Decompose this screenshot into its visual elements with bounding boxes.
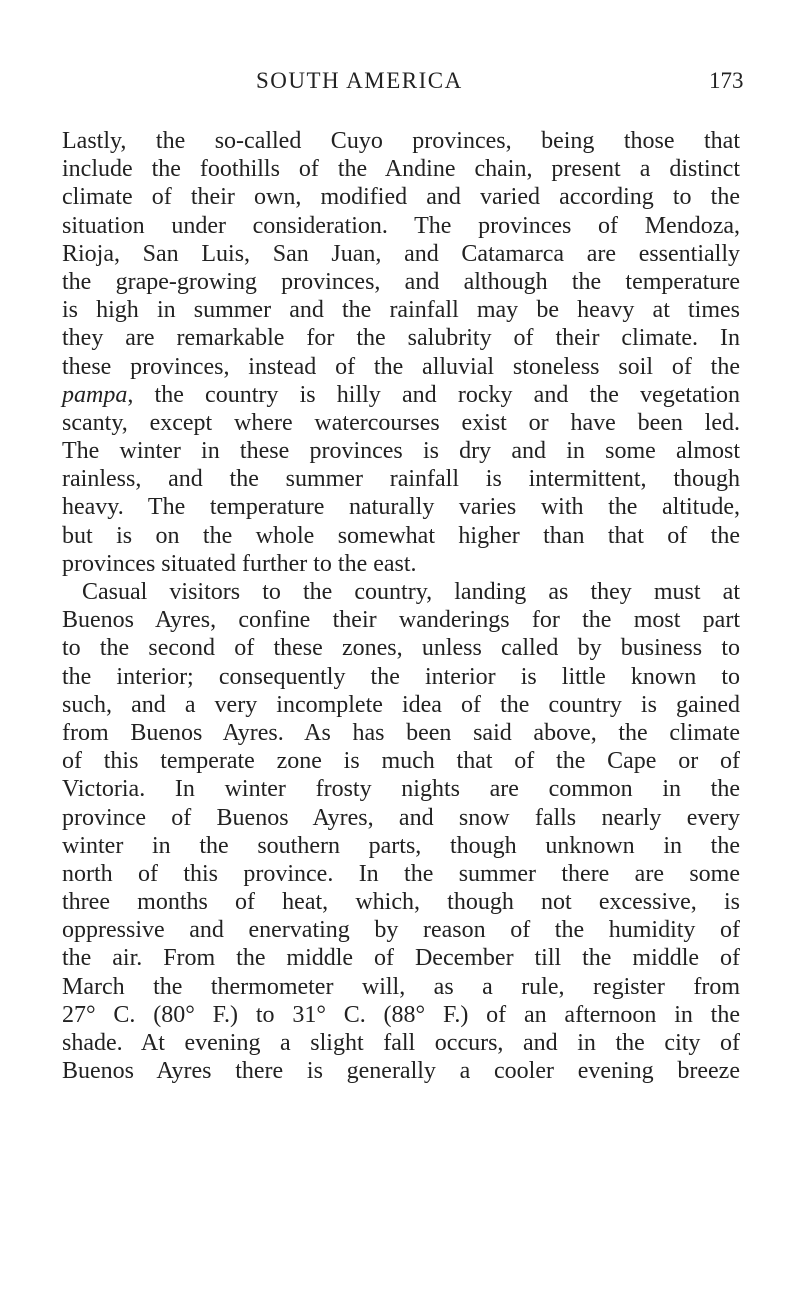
text-line: provinces situated further to the east. [62,550,417,577]
text-line: Rioja, San Luis, San Juan, and Catamarca are essentially [62,240,740,267]
text-line: to the second of these zones, unless called by business to [62,635,740,662]
text-line: north of this province. In the summer there are some [62,860,740,887]
text-line: climate of their own, modified and varied according to the [62,184,740,211]
text-line: but is on the whole somewhat higher than that of the [62,522,740,549]
text-line: these provinces, instead of the alluvial stoneless soil of the [62,353,740,380]
text-line: The winter in these provinces is dry and in some almost [62,438,740,465]
text-line: from Buenos Ayres. As has been said above, the climate [62,719,740,746]
text-line: the interior; consequently the interior is little known to [62,663,740,690]
text-line-pampa [62,381,740,409]
line-rest: , the country is hilly and rocky and the vegetation [127,381,740,408]
text-line: they are remarkable for the salubrity of their climate. In [62,325,740,352]
page-number: 173 [709,68,744,93]
text-line: shade. At evening a slight fall occurs, and in the city of [62,1030,740,1056]
text-line: Lastly, the so-called Cuyo provinces, being those that [62,128,740,154]
text-line: 27° C. (80° F.) to 31° C. (88° F.) of an afternoon in the [62,1001,740,1028]
text-line: the air. From the middle of December till the middle of [62,945,740,972]
text-line: Casual visitors to the country, landing as they must at [82,579,740,605]
text-line: of this temperate zone is much that of the Cape or of [62,748,740,775]
running-head: SOUTH AMERICA [256,68,463,93]
text-line: Buenos Ayres there is generally a cooler evening breeze [62,1058,740,1085]
text-line: heavy. The temperature naturally varies with the altitude, [62,494,740,521]
text-line: include the foothills of the Andine chain, present a distinct [62,156,740,183]
text-line: winter in the southern parts, though unknown in the [62,832,740,859]
text-line: Buenos Ayres, confine their wanderings for the most part [62,607,740,634]
italic-word: pampa [62,381,128,408]
body-text [62,127,740,1085]
text-line: scanty, except where watercourses exist or have been led. [62,409,740,436]
text-line: province of Buenos Ayres, and snow falls nearly every [62,804,740,831]
text-line: the grape-growing provinces, and although the temperature [62,268,740,295]
text-line: is high in summer and the rainfall may be heavy at times [62,297,740,324]
text-line: situation under consideration. The provinces of Mendoza, [62,212,740,239]
text-line: such, and a very incomplete idea of the country is gained [62,691,740,718]
text-line: three months of heat, which, though not excessive, is [62,889,740,916]
text-line: March the thermometer will, as a rule, register from [62,973,740,1000]
text-line: oppressive and enervating by reason of the humidity of [62,917,740,944]
text-line: rainless, and the summer rainfall is intermittent, though [62,466,740,493]
page-header [0,68,800,98]
text-line: Victoria. In winter frosty nights are common in the [62,776,740,803]
